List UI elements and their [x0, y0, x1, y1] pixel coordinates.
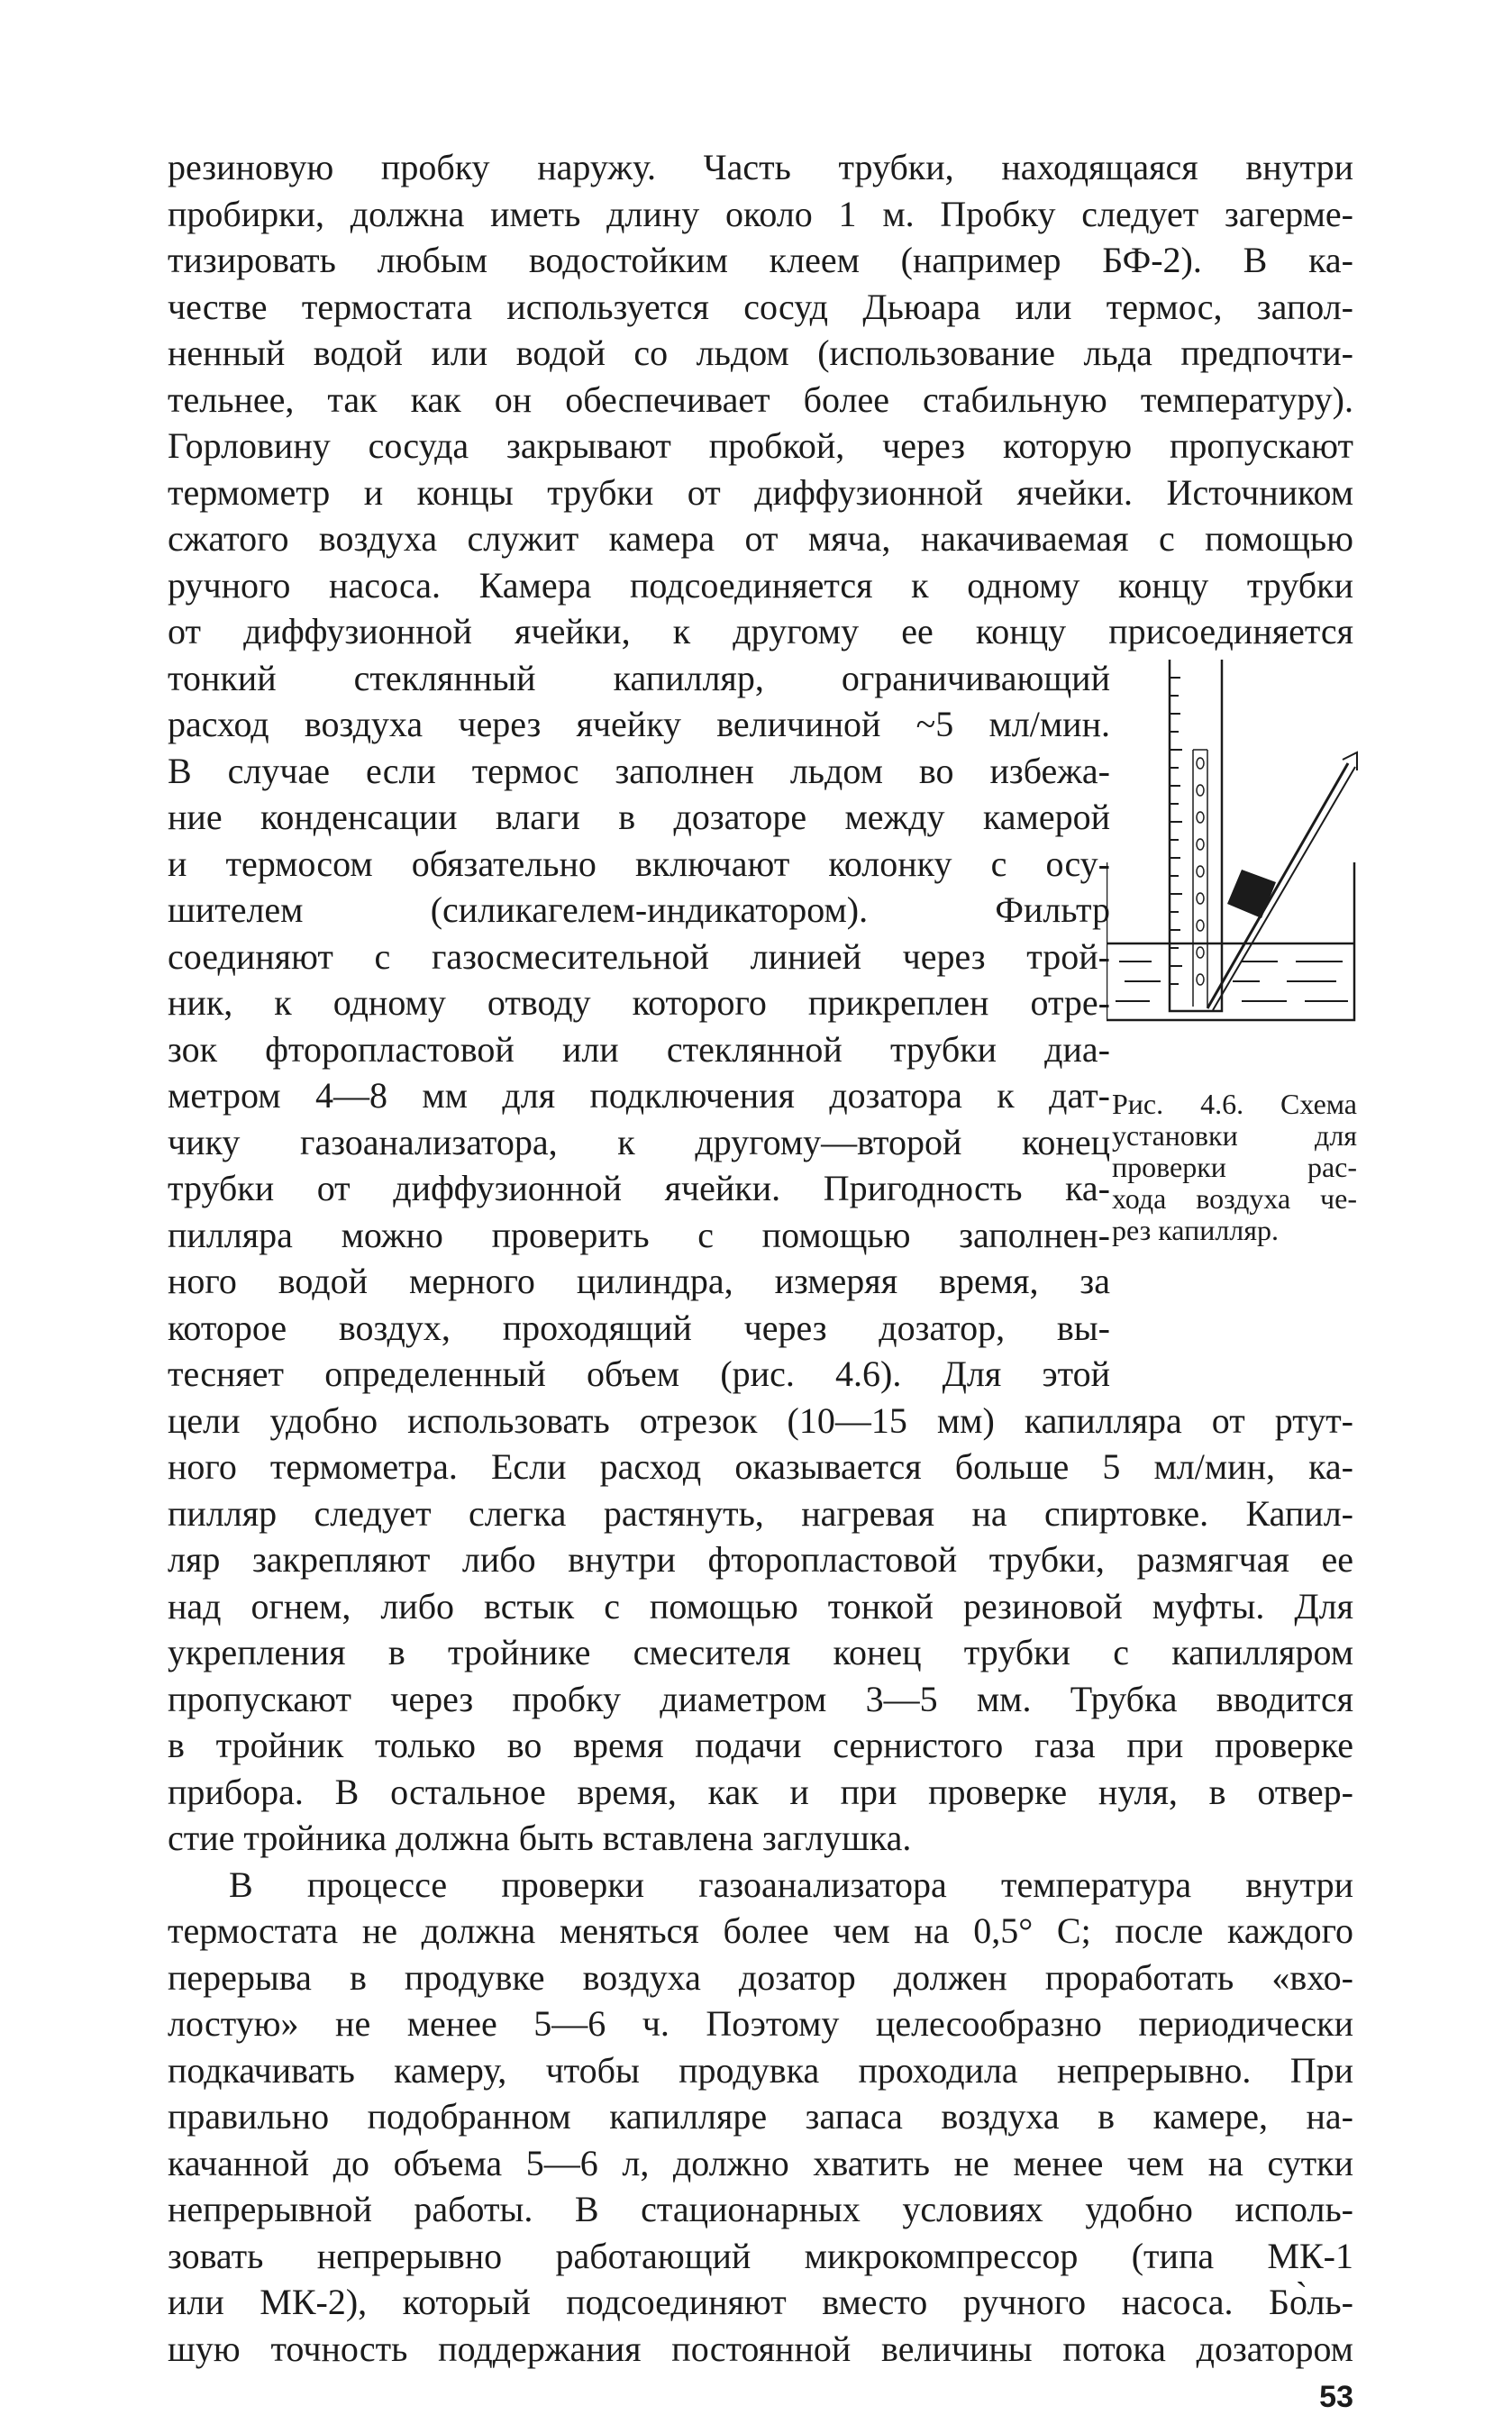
- bubbles: [1197, 758, 1204, 985]
- text-line: сжатого воздуха служит камера от мяча, накачиваемая с помощью: [168, 518, 1353, 559]
- text-line: перерыва в продувке воздуха дозатор должен проработать «вхо-: [168, 1956, 1353, 1998]
- text-line: шую точность поддержания постоянной величины потока дозатором: [168, 2328, 1353, 2369]
- caption-line: установки для: [1112, 1120, 1357, 1152]
- text-line: подкачивать камеру, чтобы продувка проходила непрерывно. При: [168, 2049, 1353, 2091]
- text-line: ник, к одному отводу которого прикреплен отре-: [168, 982, 1110, 1023]
- text-line: шителем (силикагелем-индикатором). Фильтр: [168, 889, 1110, 930]
- text-line: ние конденсации влаги в дозаторе между камерой: [168, 797, 1110, 837]
- text-line: трубки от диффузионной ячейки. Пригодность ка-: [168, 1168, 1110, 1208]
- text-line: ного термометра. Если расход оказывается больше 5 мл/мин, ка-: [168, 1446, 1353, 1487]
- text-line: качанной до объема 5—6 л, должно хватить не менее чем на сутки: [168, 2142, 1353, 2183]
- text-line: укрепления в тройнике смесителя конец трубки с капилляром: [168, 1632, 1353, 1672]
- text-line: прибора. В остальное время, как и при проверке нуля, в отвер-: [168, 1771, 1353, 1812]
- text-line: пилляра можно проверить с помощью заполнен-: [168, 1214, 1110, 1255]
- text-line: ручного насоса. Камера подсоединяется к одному концу трубки: [168, 564, 1353, 606]
- text-line: расход воздуха через ячейку величиной ~5 мл/мин.: [168, 704, 1110, 744]
- caption-line: Рис. 4.6. Схема: [1112, 1089, 1357, 1120]
- page-number: 53: [1319, 2380, 1353, 2414]
- text-line: непрерывной работы. В стационарных условиях удобно исполь-: [168, 2189, 1353, 2229]
- text-line: термостата не должна меняться более чем на 0,5° С; после каждого: [168, 1910, 1353, 1951]
- text-line: соединяют с газосмесительной линией через трой-: [168, 935, 1110, 977]
- text-line: пробирки, должна иметь длину около 1 м. Пробку следует загерме-: [168, 193, 1353, 234]
- text-line: пропускают через пробку диаметром 3—5 мм. Трубка вводится: [168, 1678, 1353, 1719]
- text-line: В случае если термос заполнен льдом во избежа-: [168, 750, 1110, 791]
- text-line: ляр закрепляют либо внутри фторопластовой трубки, размягчая ее: [168, 1539, 1353, 1580]
- text-line: или МК-2), который подсоединяют вместо ручного насоса. Бо̀ль-: [168, 2282, 1353, 2322]
- text-line: ненный водой или водой со льдом (использование льда предпочти-: [168, 333, 1353, 373]
- text-line: пилляр следует слегка растянуть, нагревая на спиртовке. Капил-: [168, 1492, 1353, 1534]
- text-line: в тройник только во время подачи сернистого газа при проверке: [168, 1725, 1353, 1765]
- text-line: зовать непрерывно работающий микрокомпрессор (типа МК-1: [168, 2235, 1353, 2276]
- text-line: тонкий стеклянный капилляр, ограничивающий: [168, 657, 1110, 698]
- caption-line: хода воздуха че-: [1112, 1183, 1357, 1215]
- text-line: стие тройника должна быть вставлена заглушка.: [168, 1818, 912, 1858]
- figure-4-6: [1107, 646, 1359, 1025]
- text-line: которое воздух, проходящий через дозатор, вы-: [168, 1307, 1110, 1348]
- text-line: ного водой мерного цилиндра, измеряя время, за: [168, 1261, 1110, 1301]
- text-line: тельнее, так как он обеспечивает более стабильную температуру).: [168, 378, 1353, 420]
- text-line: и термосом обязательно включают колонку с осу-: [168, 843, 1110, 884]
- text-line: честве термостата используется сосуд Дьюара или термос, запол-: [168, 286, 1353, 327]
- text-line: метром 4—8 мм для подключения дозатора к дат-: [168, 1075, 1110, 1116]
- text-line: тизировать любым водостойким клеем (например БФ-2). В ка-: [168, 240, 1353, 280]
- water-bath: [1107, 862, 1354, 1020]
- stopper: [1227, 870, 1276, 918]
- text-line: правильно подобранном капилляре запаса воздуха в камере, на-: [168, 2096, 1353, 2137]
- text-line: В процессе проверки газоанализатора температура внутри: [229, 1864, 1353, 1905]
- text-line: над огнем, либо встык с помощью тонкой резиновой муфты. Для: [168, 1585, 1353, 1627]
- graduation-marks: [1170, 678, 1182, 984]
- capillary-tube: [1207, 763, 1348, 1008]
- text-line: лостую» не менее 5—6 ч. Поэтому целесообразно периодически: [168, 2003, 1353, 2044]
- capillary-setup-diagram: [1107, 646, 1359, 1025]
- caption-line: проверки рас-: [1112, 1152, 1357, 1183]
- text-line: резиновую пробку наружу. Часть трубки, находящаяся внутри: [168, 147, 1353, 187]
- caption-line: рез капилляр.: [1112, 1215, 1279, 1246]
- measuring-cylinder: [1170, 660, 1222, 1011]
- text-line: Горловину сосуда закрывают пробкой, через которую пропускают: [168, 425, 1353, 466]
- text-line: зок фторопластовой или стеклянной трубки диа-: [168, 1028, 1110, 1070]
- text-line: от диффузионной ячейки, к другому ее концу присоединяется: [168, 611, 1353, 652]
- text-line: чику газоанализатора, к другому—второй конец: [168, 1121, 1110, 1162]
- text-line: тесняет определенный объем (рис. 4.6). Для этой: [168, 1353, 1110, 1394]
- text-line: цели удобно использовать отрезок (10—15 мм) капилляра от ртут-: [168, 1399, 1353, 1441]
- text-line: термометр и концы трубки от диффузионной ячейки. Источником: [168, 471, 1353, 513]
